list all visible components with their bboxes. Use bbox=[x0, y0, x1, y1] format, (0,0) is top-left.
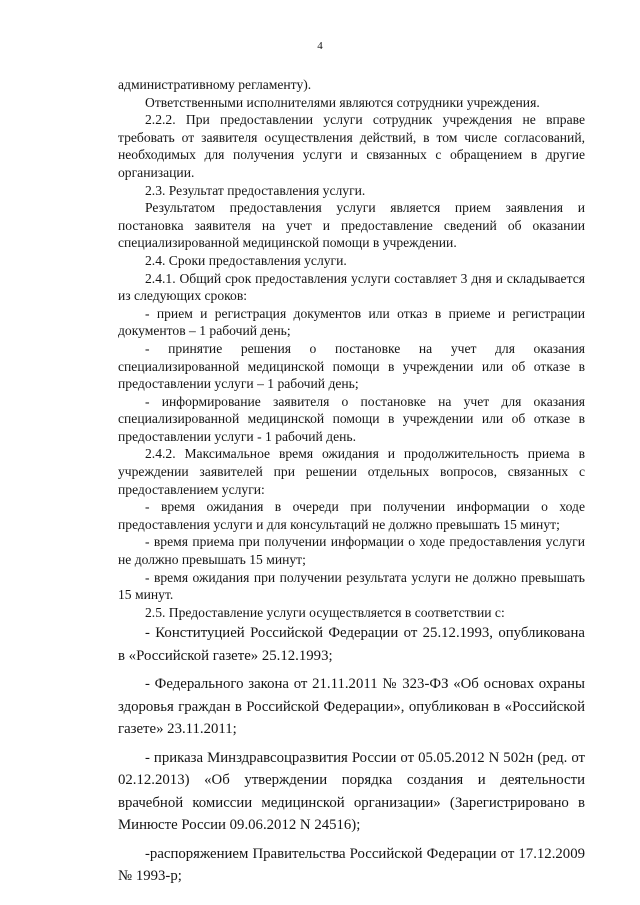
paragraph: 2.5. Предоставление услуги осуществляется в соответствии с: bbox=[145, 604, 505, 620]
paragraph: - Конституцией Российской Федерации от 25.12.1993, опубликована в «Российской газете» 25.12.1993; bbox=[118, 625, 585, 664]
paragraph: - информирование заявителя о постановке на учет для оказания специализированной медицинской помощи в учреждении или об отказе в предоставлении услуги - 1 рабочий день. bbox=[118, 393, 585, 444]
paragraph: - приказа Минздравсоцразвития России от 05.05.2012 N 502н (ред. от 02.12.2013) «Об утверждении порядка создания и деятельности врачебной комиссии медицинской организации» (Зарегистрировано в Минюсте России 09.06.2012 N 24516); bbox=[118, 749, 585, 834]
paragraph: - время ожидания при получении результата услуги не должно превышать 15 минут. bbox=[118, 569, 585, 603]
paragraph: - прием и регистрация документов или отказ в приеме и регистрации документов – 1 рабочий день; bbox=[118, 305, 585, 339]
paragraph: Ответственными исполнителями являются сотрудники учреждения. bbox=[145, 94, 540, 110]
paragraph: 2.4.2. Максимальное время ожидания и продолжительность приема в учреждении заявителей при решении отдельных вопросов, связанных с предоставлением услуги: bbox=[118, 446, 585, 497]
document-body bbox=[118, 76, 585, 888]
paragraph: - принятие решения о постановке на учет для оказания специализированной медицинской помощи в учреждении или об отказе в предоставлении услуги – 1 рабочий день; bbox=[118, 340, 585, 392]
paragraph: 2.3. Результат предоставления услуги. bbox=[145, 182, 366, 198]
paragraph: административному регламенту). bbox=[118, 77, 312, 92]
paragraph: -распоряжением Правительства Российской Федерации от 17.12.2009 № 1993-р; bbox=[118, 845, 585, 885]
page-number: 4 bbox=[317, 40, 323, 52]
paragraph: - время ожидания в очереди при получении информации о ходе предоставления услуги и для консультаций не должно превышать 15 минут; bbox=[118, 499, 585, 532]
paragraph: 2.2.2. При предоставлении услуги сотрудник учреждения не вправе требовать от заявителя осуществления действий, в том числе согласований, необходимых для получения услуги и связанных с обращением в другие организации. bbox=[118, 112, 585, 180]
paragraph: - Федерального закона от 21.11.2011 № 323-ФЗ «Об основах охраны здоровья граждан в Российской Федерации», опубликован в «Российской газете» 23.11.2011; bbox=[118, 676, 585, 738]
paragraph: 2.4. Сроки предоставления услуги. bbox=[145, 252, 347, 268]
paragraph: - время приема при получении информации о ходе предоставления услуги не должно превышать 15 минут; bbox=[118, 534, 585, 568]
paragraph: Результатом предоставления услуги является прием заявления и постановка заявителя на учет и предоставление сведений об оказании специализированной медицинской помощи в учреждении. bbox=[118, 200, 585, 251]
paragraph: 2.4.1. Общий срок предоставления услуги составляет 3 дня и складывается из следующих сроков: bbox=[118, 270, 585, 304]
